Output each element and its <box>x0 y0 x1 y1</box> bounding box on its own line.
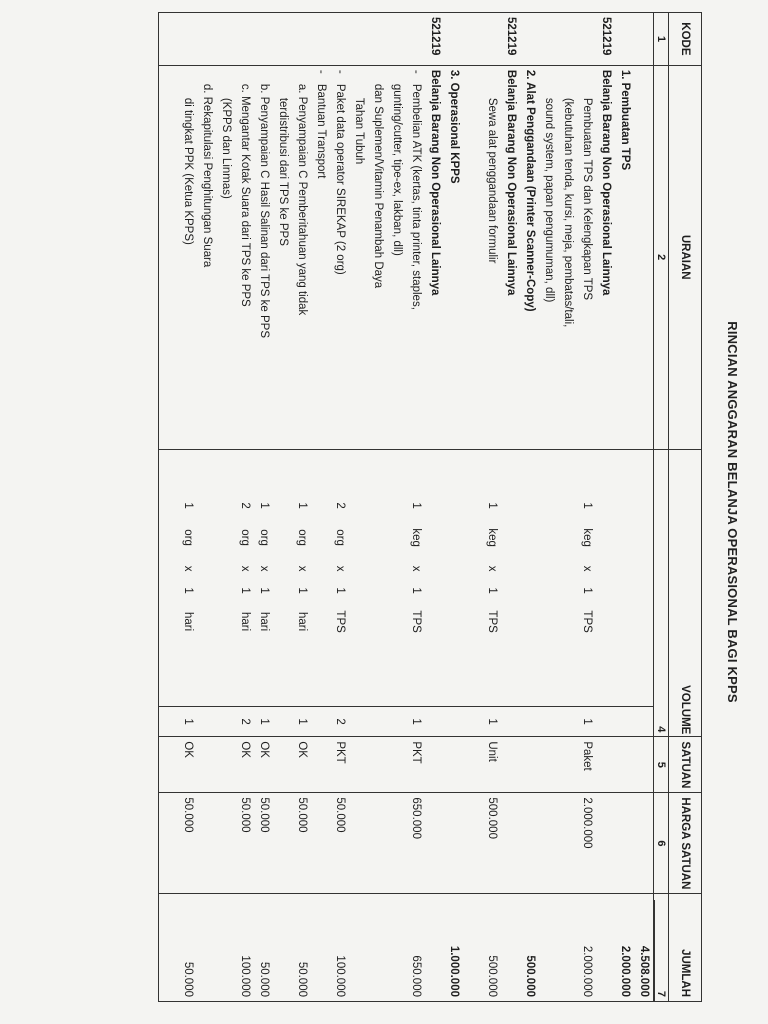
satuan-cell <box>520 737 539 793</box>
kode-cell <box>482 13 501 66</box>
uraian-cell <box>178 65 197 449</box>
satuan-cell: Unit <box>482 737 501 793</box>
volume-part-v4: 1 <box>581 587 593 594</box>
uraian-cell <box>520 65 539 449</box>
colnum-harga: 6 <box>654 793 669 894</box>
volume-part-v3: x <box>296 565 308 572</box>
volume-calc-cell <box>368 449 387 706</box>
volume-total-cell <box>159 706 179 737</box>
jumlah-cell <box>349 894 368 1002</box>
volume-part-v1: 2 <box>239 502 251 509</box>
kode-cell <box>368 13 387 66</box>
volume-part-v3: x <box>334 565 346 572</box>
kode-cell <box>178 13 197 66</box>
jumlah-cell: 500.000 <box>482 894 501 1002</box>
volume-part-v3: x <box>581 565 593 572</box>
volume-calc-cell <box>292 449 311 706</box>
jumlah-cell: 50.000 <box>254 894 273 1002</box>
jumlah-cell <box>159 894 179 1002</box>
satuan-cell <box>273 737 292 793</box>
table-row <box>216 13 235 1002</box>
bullet-dash: - <box>334 69 346 74</box>
volume-total-cell <box>615 706 634 737</box>
harga-cell: 50.000 <box>178 793 197 894</box>
kode-cell <box>254 13 273 66</box>
table-row <box>330 13 349 1002</box>
uraian-text: d. Rekapitulasi Penghitungan Suara <box>201 83 213 268</box>
uraian-text: di tingkat PPK (Ketua KPPS) <box>182 97 194 245</box>
harga-cell <box>501 793 520 894</box>
volume-part-v5: hari <box>182 612 194 632</box>
harga-cell: 50.000 <box>235 793 254 894</box>
kode-cell <box>615 13 634 66</box>
jumlah-cell <box>558 894 577 1002</box>
harga-cell <box>311 793 330 894</box>
rotated-page <box>24 12 744 1012</box>
jumlah-cell <box>273 894 292 1002</box>
kode-cell <box>558 13 577 66</box>
uraian-text: b. Penyampaian C Hasil Salinan dari TPS ke PPS <box>258 83 270 339</box>
volume-total-cell <box>273 706 292 737</box>
volume-part-v2: keg <box>486 528 498 547</box>
volume-calc-cell <box>159 449 179 706</box>
volume-calc-cell <box>425 449 444 706</box>
jumlah-cell: 2.000.000 <box>577 894 596 1002</box>
volume-part-v5: TPS <box>410 610 422 633</box>
table-row <box>159 13 179 1002</box>
satuan-cell: OK <box>178 737 197 793</box>
volume-calc-cell <box>520 449 539 706</box>
table-row <box>463 13 482 1002</box>
kode-cell <box>292 13 311 66</box>
volume-calc-cell <box>216 449 235 706</box>
satuan-cell: OK <box>235 737 254 793</box>
harga-cell <box>197 793 216 894</box>
volume-total-cell <box>596 706 615 737</box>
harga-cell <box>463 793 482 894</box>
volume-calc-cell <box>330 449 349 706</box>
volume-total-cell <box>539 706 558 737</box>
uraian-text: Pembuatan TPS dan Kelengkapan TPS <box>581 97 593 301</box>
volume-part-v1: 2 <box>334 502 346 509</box>
satuan-cell <box>216 737 235 793</box>
volume-total-cell: 2 <box>330 706 349 737</box>
volume-calc-cell <box>482 449 501 706</box>
volume-part-v1: 1 <box>486 502 498 509</box>
satuan-cell <box>349 737 368 793</box>
header-harga <box>669 793 702 894</box>
harga-cell: 50.000 <box>254 793 273 894</box>
jumlah-cell: 100.000 <box>235 894 254 1002</box>
uraian-cell <box>577 65 596 449</box>
volume-calc-cell <box>501 449 520 706</box>
colnum-kode: 1 <box>654 13 669 66</box>
colnum-satuan: 5 <box>654 737 669 793</box>
uraian-text: Pembelian ATK (kertas, tinta printer, staples, <box>410 83 422 310</box>
table-row <box>444 13 463 1002</box>
volume-calc-cell <box>406 449 425 706</box>
kode-cell <box>539 13 558 66</box>
uraian-cell <box>292 65 311 449</box>
uraian-cell <box>482 65 501 449</box>
harga-cell <box>273 793 292 894</box>
grand-total <box>634 894 654 1002</box>
volume-total-cell <box>387 706 406 737</box>
volume-part-v3: x <box>258 565 270 572</box>
harga-cell <box>349 793 368 894</box>
colnum-jumlah: 7 <box>654 894 669 1002</box>
uraian-text: 2. Alat Penggandaan (Printer Scanner-Copy) <box>524 69 536 312</box>
satuan-cell <box>444 737 463 793</box>
jumlah-cell <box>311 894 330 1002</box>
uraian-cell <box>387 65 406 449</box>
volume-total-cell: 1 <box>254 706 273 737</box>
harga-cell: 50.000 <box>330 793 349 894</box>
volume-total-cell: 1 <box>178 706 197 737</box>
grand-total-value: 4.508.000 <box>638 945 650 997</box>
uraian-text: a. Penyampaian C Pemberitahuan yang tidak <box>296 83 308 316</box>
volume-part-v1: 1 <box>258 502 270 509</box>
header-row <box>669 13 702 1002</box>
kode-cell <box>273 13 292 66</box>
harga-cell: 650.000 <box>406 793 425 894</box>
table-row <box>178 13 197 1002</box>
volume-part-v2: org <box>334 529 346 546</box>
uraian-cell <box>425 65 444 449</box>
uraian-cell <box>197 65 216 449</box>
uraian-text: Belanja Barang Non Operasional Lainnya <box>505 69 517 296</box>
volume-calc-cell <box>558 449 577 706</box>
satuan-cell <box>558 737 577 793</box>
volume-total-cell <box>311 706 330 737</box>
kode-cell <box>387 13 406 66</box>
uraian-cell <box>539 65 558 449</box>
satuan-cell <box>159 737 179 793</box>
jumlah-cell <box>501 894 520 1002</box>
volume-calc-cell <box>349 449 368 706</box>
kode-cell <box>406 13 425 66</box>
uraian-text: dan Suplemen/Vitamin Penambah Daya <box>372 83 384 289</box>
table-row <box>558 13 577 1002</box>
uraian-cell <box>159 65 179 449</box>
volume-part-v3: x <box>486 565 498 572</box>
volume-total-cell <box>349 706 368 737</box>
harga-cell: 50.000 <box>292 793 311 894</box>
jumlah-cell <box>539 894 558 1002</box>
kode-cell <box>330 13 349 66</box>
satuan-cell <box>501 737 520 793</box>
table-body <box>159 13 654 1002</box>
volume-part-v1: 1 <box>182 502 194 509</box>
satuan-cell: PKT <box>330 737 349 793</box>
kode-cell: 521219 <box>596 13 615 66</box>
volume-calc-cell <box>615 449 634 706</box>
table-row <box>254 13 273 1002</box>
harga-cell <box>387 793 406 894</box>
table-row <box>292 13 311 1002</box>
uraian-text: gunting/cutter, tipe-ex, lakban, dll) <box>391 83 403 256</box>
jumlah-cell <box>387 894 406 1002</box>
bullet-dash: - <box>315 69 327 74</box>
volume-calc-cell <box>539 449 558 706</box>
uraian-text: (KPPS dan Linmas) <box>220 97 232 199</box>
volume-part-v2: org <box>239 529 251 546</box>
volume-part-v4: 1 <box>486 587 498 594</box>
uraian-cell <box>254 65 273 449</box>
bullet-dash: - <box>410 69 422 74</box>
header-jumlah: JUMLAH <box>669 894 702 1002</box>
volume-calc-cell <box>178 449 197 706</box>
harga-cell <box>558 793 577 894</box>
jumlah-cell <box>368 894 387 1002</box>
volume-calc-cell <box>596 449 615 706</box>
jumlah-cell <box>425 894 444 1002</box>
volume-total-cell: 1 <box>292 706 311 737</box>
satuan-cell <box>539 737 558 793</box>
uraian-cell <box>444 65 463 449</box>
table-row <box>311 13 330 1002</box>
colnum-uraian: 2 <box>654 65 669 449</box>
kode-cell: 521219 <box>501 13 520 66</box>
table-row <box>349 13 368 1002</box>
table-row <box>482 13 501 1002</box>
jumlah-cell <box>463 894 482 1002</box>
uraian-cell <box>349 65 368 449</box>
header-satuan: SATUAN <box>669 737 702 793</box>
header-uraian: URAIAN <box>669 65 702 449</box>
harga-cell <box>596 793 615 894</box>
volume-part-v2: keg <box>410 528 422 547</box>
document-title: RINCIAN ANGGARAN BELANJA OPERASIONAL BAGI KPPS <box>725 321 740 703</box>
uraian-text: 3. Operasional KPPS <box>448 69 460 184</box>
volume-part-v2: keg <box>581 528 593 547</box>
kode-cell <box>444 13 463 66</box>
uraian-cell <box>311 65 330 449</box>
volume-total-cell: 1 <box>577 706 596 737</box>
kode-cell <box>311 13 330 66</box>
uraian-text: terdistribusi dari TPS ke PPS <box>277 97 289 246</box>
kode-cell <box>349 13 368 66</box>
volume-part-v5: TPS <box>334 610 346 633</box>
table-row <box>235 13 254 1002</box>
satuan-cell <box>387 737 406 793</box>
volume-calc-cell <box>273 449 292 706</box>
satuan-cell: PKT <box>406 737 425 793</box>
volume-total-cell <box>463 706 482 737</box>
kode-cell <box>216 13 235 66</box>
harga-cell <box>615 793 634 894</box>
volume-total-cell <box>216 706 235 737</box>
volume-part-v4: 1 <box>410 587 422 594</box>
volume-part-v4: 1 <box>334 587 346 594</box>
uraian-cell <box>216 65 235 449</box>
harga-cell <box>539 793 558 894</box>
uraian-text: sound system, papan pengumuman, dll) <box>543 97 555 303</box>
total-rule <box>654 900 655 1001</box>
jumlah-cell <box>216 894 235 1002</box>
uraian-text: Sewa alat penggandaan formulir <box>486 97 498 264</box>
jumlah-cell <box>197 894 216 1002</box>
volume-part-v5: TPS <box>486 610 498 633</box>
uraian-text: 1. Pembuatan TPS <box>619 69 631 171</box>
volume-part-v4: 1 <box>296 587 308 594</box>
table-row <box>406 13 425 1002</box>
jumlah-cell: 1.000.000 <box>444 894 463 1002</box>
table-row <box>425 13 444 1002</box>
uraian-text: (kebutuhan tenda, kursi, meja, pembatas/tali, <box>562 97 574 328</box>
uraian-cell <box>273 65 292 449</box>
satuan-cell <box>425 737 444 793</box>
satuan-cell <box>463 737 482 793</box>
volume-calc-cell <box>387 449 406 706</box>
satuan-cell: Paket <box>577 737 596 793</box>
volume-total-cell <box>520 706 539 737</box>
uraian-cell <box>558 65 577 449</box>
kode-cell: 521219 <box>425 13 444 66</box>
satuan-cell: OK <box>254 737 273 793</box>
table-row <box>615 13 634 1002</box>
table-row <box>387 13 406 1002</box>
uraian-cell <box>330 65 349 449</box>
table-row <box>368 13 387 1002</box>
uraian-cell <box>368 65 387 449</box>
uraian-text: Tahan Tubuh <box>353 97 365 165</box>
volume-total-cell <box>368 706 387 737</box>
jumlah-cell: 50.000 <box>292 894 311 1002</box>
volume-part-v2: org <box>258 529 270 546</box>
table-row <box>197 13 216 1002</box>
harga-cell <box>444 793 463 894</box>
volume-part-v4: 1 <box>182 587 194 594</box>
table-row <box>273 13 292 1002</box>
volume-part-v5: TPS <box>581 610 593 633</box>
satuan-cell <box>596 737 615 793</box>
volume-part-v3: x <box>182 565 194 572</box>
colnum-volume: 4 <box>654 449 669 737</box>
volume-total-cell <box>501 706 520 737</box>
table-row <box>539 13 558 1002</box>
volume-part-v2: org <box>296 529 308 546</box>
uraian-cell <box>463 65 482 449</box>
kode-cell <box>197 13 216 66</box>
harga-cell <box>368 793 387 894</box>
volume-calc-cell <box>444 449 463 706</box>
volume-calc-cell <box>577 449 596 706</box>
jumlah-cell: 100.000 <box>330 894 349 1002</box>
volume-part-v4: 1 <box>258 587 270 594</box>
uraian-cell <box>501 65 520 449</box>
uraian-text: c. Mengantar Kotak Suara dari TPS ke PPS <box>239 83 251 307</box>
table-row <box>596 13 615 1002</box>
volume-total-cell: 1 <box>406 706 425 737</box>
volume-calc-cell <box>197 449 216 706</box>
kode-cell <box>520 13 539 66</box>
uraian-cell <box>406 65 425 449</box>
table-row <box>520 13 539 1002</box>
volume-calc-cell <box>311 449 330 706</box>
jumlah-cell: 50.000 <box>178 894 197 1002</box>
volume-total-cell <box>444 706 463 737</box>
volume-calc-cell <box>254 449 273 706</box>
volume-part-v2: org <box>182 529 194 546</box>
harga-cell: 500.000 <box>482 793 501 894</box>
budget-table <box>158 12 702 1002</box>
harga-cell <box>159 793 179 894</box>
uraian-cell <box>596 65 615 449</box>
uraian-cell <box>615 65 634 449</box>
volume-part-v1: 1 <box>410 502 422 509</box>
uraian-text: Belanja Barang Non Operasional Lainnya <box>600 69 612 296</box>
volume-total-cell <box>197 706 216 737</box>
kode-cell <box>159 13 179 66</box>
kode-cell <box>463 13 482 66</box>
volume-total-cell: 2 <box>235 706 254 737</box>
volume-calc-cell <box>235 449 254 706</box>
uraian-text: Bantuan Transport <box>315 83 327 179</box>
volume-part-v3: x <box>410 565 422 572</box>
volume-part-v1: 1 <box>296 502 308 509</box>
volume-part-v5: hari <box>258 612 270 632</box>
harga-cell <box>520 793 539 894</box>
table-row <box>501 13 520 1002</box>
header-harga-text: HARGA SATUAN <box>679 797 692 890</box>
jumlah-cell: 2.000.000 <box>615 894 634 1002</box>
volume-total-cell <box>558 706 577 737</box>
volume-calc-cell <box>463 449 482 706</box>
volume-part-v3: x <box>239 565 251 572</box>
table-row <box>577 13 596 1002</box>
uraian-cell <box>235 65 254 449</box>
header-volume: VOLUME <box>669 449 702 737</box>
satuan-cell <box>311 737 330 793</box>
volume-total-cell <box>425 706 444 737</box>
jumlah-cell <box>596 894 615 1002</box>
jumlah-cell: 650.000 <box>406 894 425 1002</box>
grand-total-row <box>634 13 654 1002</box>
uraian-text: Belanja Barang Non Operasional Lainnya <box>429 69 441 296</box>
volume-part-v5: hari <box>239 612 251 632</box>
jumlah-cell: 500.000 <box>520 894 539 1002</box>
harga-cell <box>425 793 444 894</box>
satuan-cell <box>615 737 634 793</box>
volume-part-v5: hari <box>296 612 308 632</box>
satuan-cell: OK <box>292 737 311 793</box>
column-number-row <box>654 13 669 1002</box>
kode-cell <box>577 13 596 66</box>
satuan-cell <box>368 737 387 793</box>
volume-total-cell: 1 <box>482 706 501 737</box>
harga-cell <box>216 793 235 894</box>
satuan-cell <box>197 737 216 793</box>
volume-part-v4: 1 <box>239 587 251 594</box>
harga-cell: 2.000.000 <box>577 793 596 894</box>
volume-part-v1: 1 <box>581 502 593 509</box>
header-kode: KODE <box>669 13 702 66</box>
uraian-text: Paket data operator SIREKAP (2 org) <box>334 83 346 275</box>
kode-cell <box>235 13 254 66</box>
